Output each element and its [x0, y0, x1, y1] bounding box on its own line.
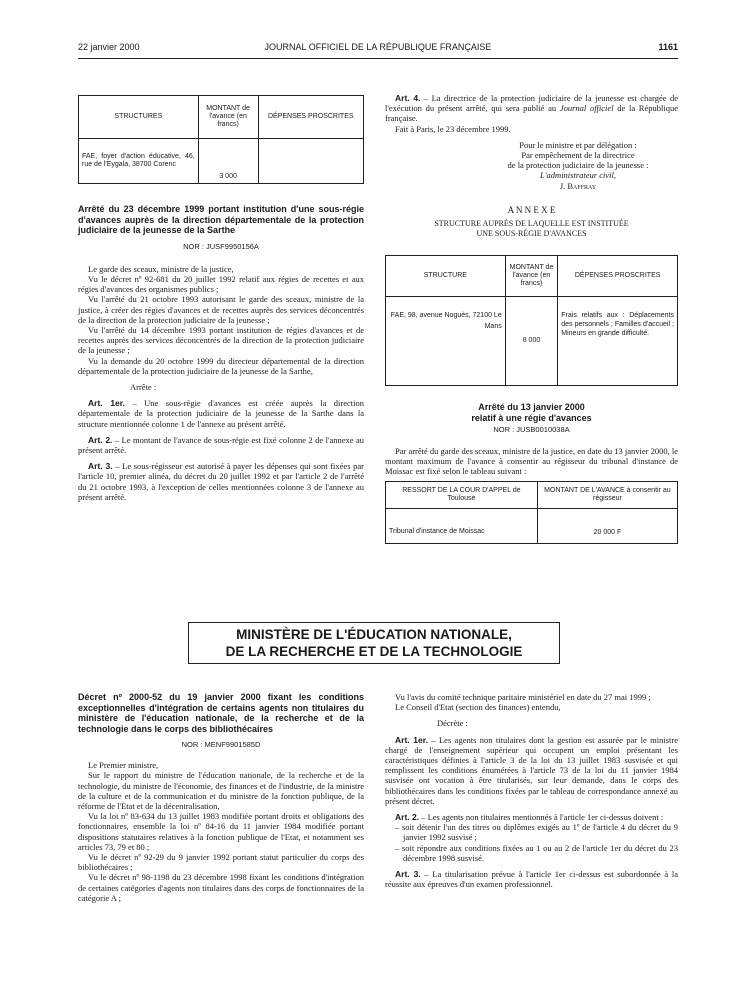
article-text: – Une sous-régie d'avances est créée auprès la direction départementale de la protection judiciaire de la jeunesse de la Sarthe dans la structure mentionnée colonne 1 de l'annexe au présent arrêté.: [78, 398, 365, 429]
fait-line: Fait à Paris, le 23 décembre 1999.: [395, 123, 511, 134]
paragraph: Vu l'arrêté du 21 octobre 1993 autorisant le garde des sceaux, ministre de la justice, à créer des régies d'avances et de recettes auprès des services déconcentrés de la direction de la protection judiciaire de la jeunesse ;: [78, 294, 364, 325]
paragraph: Le Conseil d'Etat (section des finances) entendu,: [395, 702, 561, 713]
article-label: Art. 2.: [395, 812, 420, 823]
article-2: [385, 812, 678, 822]
table-cell: FAE, foyer d'action éducative, 46, rue de l'Eygala, 38700 Corenc: [79, 139, 199, 184]
bottom-left-column: [78, 692, 364, 903]
article-text: – La directrice de la protection judiciaire de la jeunesse est chargée de l'exécution du présent arrêté, qui sera publié au: [385, 93, 678, 114]
table-header: STRUCTURES: [79, 96, 199, 139]
signature-line: Pour le ministre et par délégation :: [519, 139, 637, 150]
article-text: – La titularisation prévue à l'article 1er ci-dessus est subordonnée à la réussite aux épreuves d'un examen professionnel.: [385, 869, 678, 890]
table-header: STRUCTURE: [386, 256, 506, 297]
table-header: DÉPENSES PROSCRITES: [258, 96, 363, 139]
arrete2-title: Arrêté du 13 janvier 2000: [478, 402, 585, 413]
header-date: 22 janvier 2000: [78, 42, 140, 52]
condition-list: [385, 822, 678, 863]
paragraph: Sur le rapport du ministre de l'éducation nationale, de la recherche et de la technologie, du ministre de l'économie, des finances et de l'industrie, de la ministre de la culture et de la communication et du ministre de la fonction publique, de la réforme de l'Etat et de la décentralisation,: [78, 770, 364, 812]
page-header: [78, 42, 678, 56]
paragraph: Le garde des sceaux, ministre de la justice,: [88, 263, 234, 274]
nor-reference: NOR : JUSF9950156A: [183, 241, 259, 251]
ministry-line: MINISTÈRE DE L'ÉDUCATION NATIONALE,: [236, 627, 512, 642]
table-cell: Frais relatifs aux : Déplacements des personnels ; Familles d'accueil ; Mineurs en grande difficulté.: [558, 297, 678, 386]
paragraph: Vu l'arrêté du 14 décembre 1993 portant institution de régies d'avances et de recettes auprès des services déconcentrés de la direction de la protection judiciaire de la jeunesse ;: [78, 324, 364, 356]
article-text: – Le sous-régisseur est autorisé à payer les dépenses qui sont fixées par l'article 10, premier alinéa, du décret du 20 juillet 1992 et par l'article 2 de l'arrêté du 21 octobre 1993, à l'exception de celles mentionnées colonne 3 de l'annexe au présent arrêté.: [78, 461, 364, 502]
signature-name: J. Baffray: [559, 180, 597, 191]
paragraph: Vu la demande du 20 octobre 1999 du directeur départemental de la direction départementale de la protection judiciaire de la jeunesse de la Sarthe,: [78, 355, 364, 376]
table-cell: Tribunal d'instance de Moissac: [386, 509, 538, 544]
ministry-heading-box: [188, 622, 560, 664]
article-text: – Le montant de l'avance de sous-régie est fixé colonne 2 de l'annexe au présent arrêté.: [78, 434, 365, 455]
decret-title: Décret nº 2000-52 du 19 janvier 2000 fixant les conditions exceptionnelles d'intégration de certains agents non titulaires du ministère de l'éducation nationale, de la recherche et de la technologie dans le corps des bibliothécaires: [78, 692, 364, 734]
arrete2-subtitle: relatif à une régie d'avances: [471, 412, 592, 423]
article-text: – Les agents non titulaires dont la gestion est assurée par le ministre chargé de l'enseignement supérieur qui occupent un emploi présentant les caractéristiques définies à l'article 3 de la loi du 13 juillet 1983 susvisée et qui remplissent les conditions énumérées à l'article 73 de la loi du 11 janvier 1984 susvisée ont vocation à être titularisés, sur leur demande, dans le corps des bibliothécaires dans les conditions fixées par le tableau de correspondance annexé au présent décret.: [385, 734, 678, 806]
list-item: – soit répondre aux conditions fixées au 1 ou au 2 de l'article 1er du décret du 23 décembre 1998 susvisé.: [395, 842, 678, 863]
signature-line: Par empêchement de la directrice: [521, 150, 635, 161]
article-label: Art. 3.: [395, 869, 421, 880]
table-header: MONTANT de l'avance (en francs): [505, 256, 558, 297]
arrete-label: Arrête :: [130, 381, 157, 392]
article-2: [78, 435, 364, 455]
paragraph: Vu le décret nº 92-681 du 20 juillet 1992 relatif aux régies de recettes et aux régies d'avances des organismes publics ;: [78, 273, 364, 295]
signature-line: de la protection judiciaire de la jeunesse :: [507, 160, 649, 171]
structures-table-2: [385, 255, 678, 386]
table-cell: 8 000: [505, 297, 558, 386]
article-label: Art. 3.: [88, 461, 113, 472]
nor-reference: NOR : JUSB0010038A: [493, 425, 570, 435]
table-header: MONTANT de l'avance (en francs): [198, 96, 258, 139]
article-text: – Les agents non titulaires mentionnés à l'article 1er ci-dessus doivent :: [419, 812, 664, 823]
structures-table-1: [78, 95, 364, 184]
table-cell: 20 000 F: [537, 509, 677, 544]
paragraph: Par arrêté du garde des sceaux, ministre de la justice, en date du 13 janvier 2000, le montant maximum de l'avance à consentir au régisseur du tribunal d'instance de Moissac est fixé selon le tableau suivant :: [385, 445, 678, 477]
nor-reference: NOR : MENF9901585D: [181, 740, 261, 749]
ministry-line: DE LA RECHERCHE ET DE LA TECHNOLOGIE: [225, 644, 523, 659]
paragraph: Vu la loi nº 83-634 du 13 juillet 1983 modifiée portant droits et obligations des fonctionnaires, ensemble la loi nº 84-16 du 11 janvier 1984 modifiée portant dispositions statutaires relatives à la fonction publique de l'Etat, et notamment ses articles 73, 79 et 80 ;: [78, 811, 364, 852]
article-label: Art. 1er.: [88, 398, 125, 409]
article-label: Art. 1er.: [395, 734, 428, 745]
paragraph: Vu le décret nº 98-1198 du 23 décembre 1998 fixant les conditions d'intégration de certaines catégories d'agents non titulaires dans des corps de fonctionnaires de la catégorie A ;: [78, 872, 364, 903]
regie-table: [385, 481, 678, 544]
article-4: [385, 93, 678, 124]
left-column: [78, 95, 364, 502]
annexe-heading: A N N E X E: [507, 204, 556, 215]
table-header: DÉPENSES PROSCRITES: [558, 256, 678, 297]
paragraph: Le Premier ministre,: [88, 760, 159, 771]
paragraph: Vu l'avis du comité technique paritaire ministériel en date du 27 mai 1999 ;: [395, 692, 651, 702]
article-3: [78, 461, 364, 502]
article-text: de la République française.: [385, 103, 678, 124]
decrete-label: Décrète :: [437, 718, 468, 729]
table-header: MONTANT DE L'AVANCE à consentir au régisseur: [537, 482, 677, 509]
header-page-number: 1161: [658, 42, 678, 52]
header-rule: [78, 58, 678, 59]
article-label: Art. 2.: [88, 434, 113, 445]
signature-line: L'administrateur civil,: [540, 170, 616, 181]
annexe-subheading: STRUCTURE AUPRÈS DE LAQUELLE EST INSTITUÉE: [434, 219, 629, 229]
table-cell: 3 000: [198, 139, 258, 184]
journal-officiel-italic: Journal officiel: [559, 103, 614, 114]
signature-block: [385, 140, 663, 191]
arrete-title: Arrêté du 23 décembre 1999 portant institution d'une sous-régie d'avances auprès de la direction départementale de la protection judiciaire de la jeunesse de la Sarthe: [78, 204, 364, 235]
table-cell: [258, 139, 363, 184]
table-header: RESSORT DE LA COUR D'APPEL de Toulouse: [386, 482, 538, 509]
paragraph: Vu le décret nº 92-29 du 9 janvier 1992 portant statut particulier du corps des bibliothécaires ;: [78, 852, 364, 873]
article-1: [385, 735, 678, 806]
header-title: JOURNAL OFFICIEL DE LA RÉPUBLIQUE FRANÇAISE: [264, 42, 492, 52]
annexe-subheading: UNE SOUS-RÉGIE D'AVANCES: [476, 229, 587, 239]
right-column: [385, 93, 678, 544]
article-1: [78, 398, 364, 429]
article-label: Art. 4.: [395, 93, 421, 103]
article-3: [385, 869, 678, 889]
table-cell: FAE, 98, avenue Noguès, 72100 Le Mans: [386, 297, 506, 386]
list-item: – soit détenir l'un des titres ou diplômes exigés au 1º de l'article 4 du décret du 9 janvier 1992 susvisé ;: [395, 822, 678, 843]
bottom-right-column: [385, 692, 678, 889]
